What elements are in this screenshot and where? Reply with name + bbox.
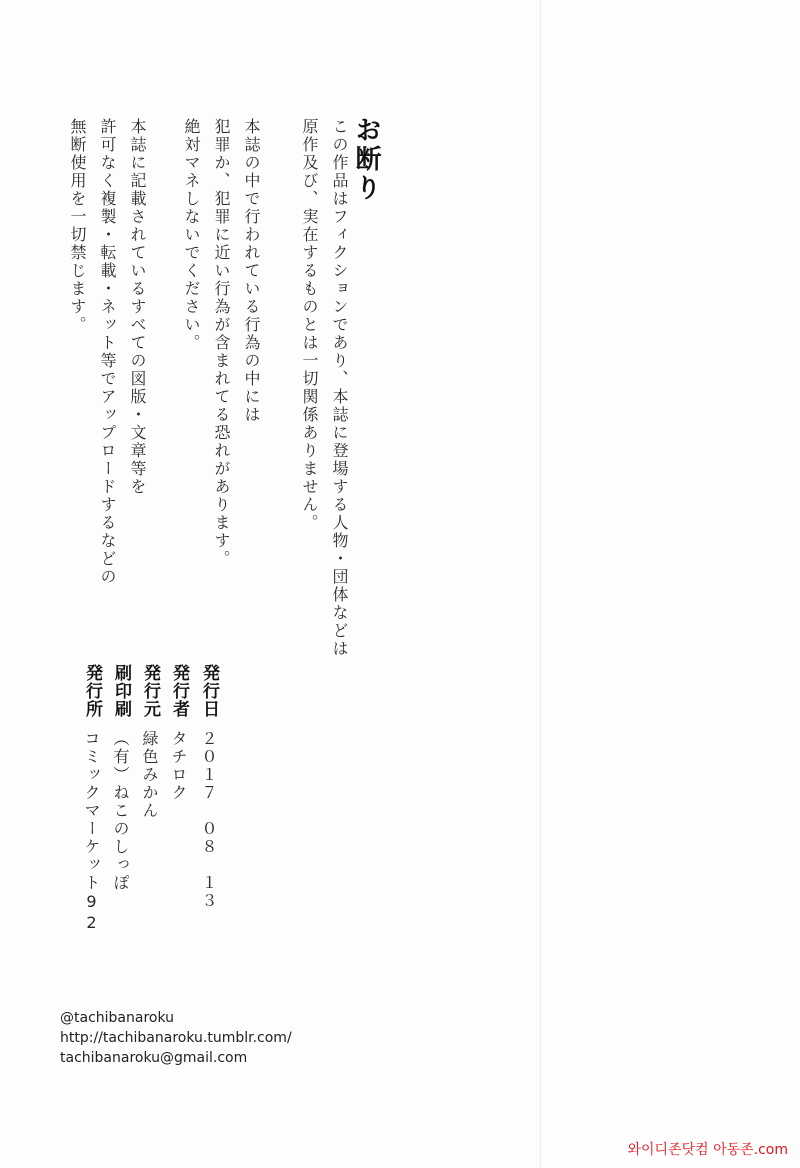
colophon-value-publisher: タチロク (169, 730, 188, 802)
contact-email[interactable]: tachibanaroku@gmail.com (60, 1050, 248, 1066)
notice-paragraph-3-line-3: 無断使用を一切禁じます。 (68, 118, 87, 334)
page-fold-line (540, 0, 541, 1168)
colophon-label-printer: 刷印刷 (111, 664, 131, 718)
colophon-label-publisher: 発行者 (169, 664, 189, 718)
notice-paragraph-2-line-2: 犯罪か、犯罪に近い行為が含まれてる恐れがあります。 (212, 118, 231, 568)
notice-paragraph-3-line-1: 本誌に記載されているすべての図版・文章等を (128, 118, 147, 496)
contact-website-url[interactable]: http://tachibanaroku.tumblr.com/ (60, 1030, 292, 1046)
site-watermark: 와이디존닷컴 아동존.com (623, 1138, 792, 1160)
colophon-value-printer: （有）ねこのしっぽ (111, 730, 130, 892)
notice-heading: お断り (351, 116, 381, 203)
contact-twitter-handle: @tachibanaroku (60, 1010, 175, 1026)
notice-paragraph-1-line-2: 原作及び、実在するものとは一切関係ありません。 (300, 118, 319, 532)
notice-paragraph-1-line-1: この作品はフィクションであり、本誌に登場する人物・団体などは (330, 118, 349, 658)
colophon-label-venue: 発行所 (82, 664, 102, 718)
notice-paragraph-2-line-3: 絶対マネしないでください。 (182, 118, 201, 352)
colophon-value-venue: コミックマーケット92 (82, 730, 101, 934)
colophon-value-issuer: 緑色みかん (140, 730, 159, 820)
colophon-value-publish-date: ２０１７ ０８ １３ (199, 730, 218, 910)
colophon-label-publish-date: 発行日 (199, 664, 219, 718)
colophon-label-issuer: 発行元 (140, 664, 160, 718)
notice-paragraph-3-line-2: 許可なく複製・転載・ネット等でアップロードするなどの (98, 118, 117, 586)
notice-paragraph-2-line-1: 本誌の中で行われている行為の中には (242, 118, 261, 424)
